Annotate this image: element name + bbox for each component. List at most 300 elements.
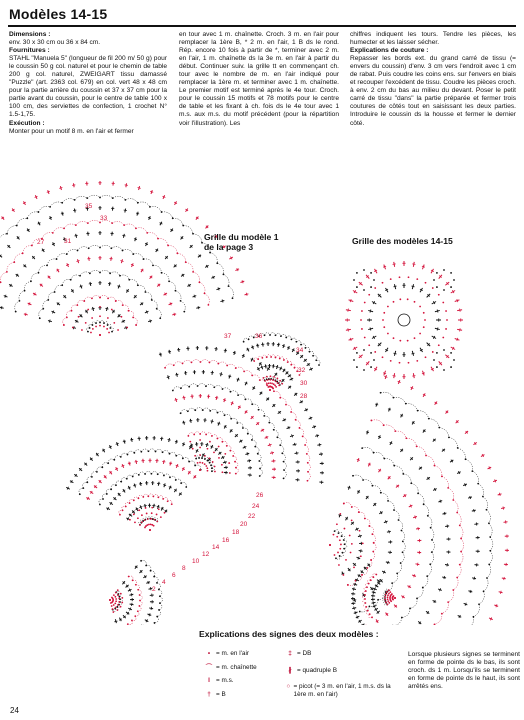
chain-arch	[159, 603, 162, 610]
stitch-crossbar	[415, 516, 416, 519]
legend-label: = m. en l'air	[216, 650, 250, 657]
chain-dot	[373, 279, 375, 281]
chain-dot	[141, 514, 143, 516]
chain-arch	[210, 409, 217, 412]
chain-dot	[425, 356, 427, 358]
chain-dot	[383, 312, 385, 314]
chain-arch	[176, 479, 181, 483]
chain-dot	[386, 604, 388, 606]
chain-dot	[81, 329, 83, 331]
chain-arch	[163, 450, 170, 453]
chain-arch	[457, 565, 461, 578]
stitch-crossbar	[470, 590, 471, 593]
chain-arch	[457, 513, 461, 526]
chain-arch	[47, 259, 56, 265]
chain-dot	[90, 332, 92, 334]
chain-arch	[116, 300, 123, 305]
chain-dot	[356, 272, 358, 274]
chain-dot	[206, 467, 208, 469]
stitch-crossbar	[152, 505, 155, 506]
stitch-crossbar	[131, 593, 132, 596]
chain-arch	[453, 577, 458, 590]
chain-dot	[385, 594, 387, 596]
chain-dot	[146, 513, 148, 515]
chain-dot	[113, 604, 115, 606]
chain-arch	[418, 411, 429, 419]
round-number: 2	[152, 586, 156, 593]
chain-arch	[176, 455, 183, 459]
chain-dot	[399, 340, 401, 342]
chain-arch	[423, 576, 428, 587]
chain-arch	[418, 493, 424, 504]
chain-dot	[151, 507, 153, 509]
chain-arch	[406, 438, 416, 446]
chain-arch	[100, 295, 108, 298]
chain-arch	[200, 432, 206, 435]
stitch-crossbar	[124, 210, 127, 211]
chain-arch	[141, 449, 148, 452]
chain-arch	[429, 419, 439, 428]
chain-arch	[206, 384, 214, 387]
chain-dot	[120, 606, 122, 608]
chain-dot	[126, 327, 128, 329]
chain-arch	[230, 391, 238, 395]
chain-arch	[230, 451, 234, 456]
chain-dot	[275, 386, 277, 388]
chain-arch	[212, 435, 217, 439]
stitch-crossbar	[144, 505, 147, 506]
legend-item	[283, 667, 401, 675]
stitch-crossbar	[224, 350, 227, 351]
chain-dot	[416, 278, 418, 280]
chain-arch	[259, 410, 265, 416]
stitch-crossbar	[1, 306, 2, 309]
chain-arch	[175, 291, 181, 301]
chain-arch	[181, 385, 189, 388]
chain-dot	[373, 542, 375, 544]
stitch-crossbar	[182, 422, 185, 423]
chain-dot	[120, 593, 122, 595]
slip-stitch-icon: ⌒	[205, 663, 213, 671]
round-number: 10	[192, 558, 200, 565]
stitch-crossbar	[384, 376, 387, 377]
chain-dot	[266, 376, 268, 378]
chain-arch	[183, 457, 189, 461]
text-column-2	[179, 31, 339, 128]
chain-dot	[212, 461, 214, 463]
chain-arch	[77, 300, 84, 305]
stitch-crossbar	[210, 421, 213, 422]
stitch-crossbar	[218, 287, 219, 290]
chain-arch	[373, 543, 376, 552]
chain-arch	[100, 270, 110, 273]
stitch-crossbar	[374, 605, 375, 608]
stitch-crossbar	[168, 439, 171, 440]
chain-arch	[76, 222, 88, 226]
chain-arch	[164, 474, 170, 477]
chain-arch	[280, 445, 284, 453]
chain-dot	[118, 601, 120, 603]
chain-arch	[78, 247, 89, 251]
chain-arch	[472, 471, 478, 483]
chain-dot	[146, 524, 148, 526]
text-column-1	[9, 31, 167, 136]
stitch-crossbar	[317, 434, 318, 437]
chain-arch	[214, 386, 222, 389]
stitch-crossbar	[370, 309, 371, 312]
stitch-crossbar	[135, 461, 138, 462]
chain-dot	[269, 379, 271, 381]
round-number: 34	[296, 347, 304, 354]
stitch-crossbar	[440, 500, 441, 503]
chain-dot	[99, 315, 101, 317]
chain-arch	[284, 470, 287, 478]
chain-arch	[134, 450, 141, 453]
stitch-crossbar	[247, 452, 248, 455]
chain-dot	[363, 349, 365, 351]
page-title: Modèles 14-15	[9, 6, 108, 22]
chain-arch	[157, 610, 160, 617]
chain-arch	[381, 392, 394, 397]
chain-arch	[165, 364, 174, 368]
chain-dot	[117, 594, 119, 596]
chain-dot	[339, 548, 341, 550]
chain-arch	[189, 384, 197, 387]
stitch-crossbar	[348, 309, 349, 312]
chain-dot	[408, 362, 410, 364]
chain-dot	[370, 559, 372, 561]
chain-dot	[112, 611, 114, 613]
chain-arch	[307, 454, 310, 463]
stitch-crossbar	[49, 319, 50, 322]
chain-dot	[269, 382, 271, 384]
chain-arch	[127, 451, 134, 454]
chain-dot	[111, 605, 113, 607]
round-number: 31	[64, 238, 72, 245]
stitch-crossbar	[272, 451, 273, 454]
chain-arch	[157, 309, 162, 319]
chain-dot	[350, 552, 352, 554]
chain-arch	[397, 563, 402, 573]
chain-arch	[203, 408, 210, 411]
chain-dot	[407, 340, 409, 342]
chain-arch	[133, 317, 137, 325]
chain-arch	[252, 440, 256, 447]
chain-arch	[487, 564, 491, 578]
chain-dot	[199, 439, 201, 441]
chain-arch	[489, 523, 492, 537]
chain-arch	[121, 453, 128, 457]
chain-arch	[110, 272, 120, 276]
grid1-title-line2: de la page 3	[204, 242, 254, 252]
stitch-crossbar	[76, 261, 79, 262]
stitch-crossbar	[194, 295, 195, 298]
chain-dot	[453, 279, 455, 281]
chain-dot	[364, 302, 366, 304]
stitch-crossbar	[393, 264, 396, 265]
chain-dot	[393, 595, 395, 597]
stitch-crossbar	[348, 487, 351, 488]
chain-dot	[263, 377, 265, 379]
chain-arch	[90, 270, 100, 273]
chain-dot	[228, 462, 230, 464]
pineapple-motif	[164, 360, 310, 482]
chain-arch	[89, 245, 100, 248]
stitch-crossbar	[277, 344, 280, 345]
chain-dot	[450, 366, 452, 368]
chain-dot	[202, 462, 204, 464]
stitch-crossbar	[80, 286, 83, 287]
chain-arch	[173, 387, 181, 391]
chain-arch	[17, 218, 28, 225]
chain-dot	[109, 599, 111, 601]
chain-dot	[359, 611, 361, 613]
round-number: 6	[172, 572, 176, 579]
chain-arch	[231, 418, 237, 423]
chain-arch	[274, 430, 278, 438]
chain-dot	[368, 294, 370, 296]
chain-arch	[308, 463, 311, 472]
chain-arch	[43, 300, 48, 309]
chain-dot	[117, 329, 119, 331]
chain-dot	[274, 384, 276, 386]
chain-dot	[336, 523, 338, 525]
legend-label: = m.s.	[216, 677, 234, 684]
chain-dot	[345, 559, 347, 561]
stitch-crossbar	[393, 286, 396, 287]
chain-arch	[430, 552, 433, 564]
stitch-crossbar	[260, 367, 263, 368]
chain-arch	[157, 583, 161, 590]
pineapple-motif	[334, 392, 493, 625]
stitch-crossbar	[198, 306, 199, 309]
chain-dot	[113, 322, 115, 324]
chain-arch	[195, 408, 202, 411]
chain-arch	[365, 519, 370, 526]
chain-arch	[483, 497, 488, 510]
stitch-crossbar	[217, 423, 220, 424]
round-number: 20	[240, 521, 248, 528]
chain-dot	[374, 351, 376, 353]
chain-arch	[411, 483, 418, 493]
chain-arch	[362, 447, 373, 452]
chain-arch	[238, 395, 245, 400]
stitch-crossbar	[233, 352, 236, 353]
chain-dot	[450, 272, 452, 274]
chain-dot	[214, 466, 216, 468]
stitch-crossbar	[242, 280, 243, 283]
chain-arch	[359, 512, 365, 518]
stitch-crossbar	[25, 313, 26, 316]
chain-arch	[307, 472, 310, 481]
chain-dot	[197, 462, 199, 464]
stitch-crossbar	[72, 185, 75, 186]
chain-arch	[87, 195, 100, 198]
stitch-crossbar	[294, 443, 295, 446]
stitch-crossbar	[215, 397, 218, 398]
stitch-crossbar	[393, 353, 396, 354]
chain-dot	[432, 287, 434, 289]
chain-arch	[136, 585, 140, 590]
stitch-crossbar	[174, 399, 177, 400]
chain-dot	[279, 380, 281, 382]
chain-dot	[299, 374, 301, 376]
chain-arch	[55, 285, 63, 292]
chain-dot	[218, 446, 220, 448]
chain-dot	[364, 337, 366, 339]
chain-arch	[24, 281, 31, 290]
chain-arch	[248, 434, 253, 440]
chain-dot	[207, 470, 209, 472]
chain-dot	[271, 383, 273, 385]
chain-arch	[111, 247, 122, 251]
chain-dot	[137, 517, 139, 519]
stitch-crossbar	[447, 525, 448, 528]
chain-arch	[244, 338, 249, 342]
legend-col-1	[202, 650, 257, 698]
legend-item	[283, 650, 401, 658]
chain-arch	[114, 456, 120, 460]
stitch-crossbar	[59, 188, 62, 189]
chain-dot	[199, 447, 201, 449]
chain-arch	[199, 282, 205, 293]
stitch-crossbar	[150, 319, 151, 322]
chain-dot	[360, 319, 362, 321]
chain-arch	[31, 273, 39, 282]
chain-dot	[156, 520, 158, 522]
chain-dot	[277, 382, 279, 384]
stitch-crossbar	[228, 376, 231, 377]
chain-arch	[286, 405, 291, 412]
chain-arch	[269, 423, 274, 430]
stitch-crossbar	[114, 621, 117, 622]
pineapple-motif	[79, 449, 202, 526]
stitch-crossbar	[375, 404, 378, 405]
chain-dot	[121, 316, 123, 318]
chain-dot	[383, 326, 385, 328]
chain-dot	[351, 519, 353, 521]
chain-arch	[371, 420, 383, 425]
chain-dot	[388, 589, 390, 591]
chain-arch	[168, 245, 177, 253]
chain-arch	[193, 272, 199, 282]
chain-dot	[453, 359, 455, 361]
chain-arch	[406, 404, 418, 411]
chain-arch	[153, 265, 162, 272]
stitch-crossbar	[190, 445, 193, 446]
stitch-crossbar	[123, 441, 126, 442]
chain-dot	[343, 503, 345, 505]
chain-dot	[117, 604, 119, 606]
chain-dot	[204, 455, 206, 457]
stitch-crossbar	[117, 286, 120, 287]
chain-arch	[183, 360, 192, 363]
stitch-crossbar	[437, 327, 438, 330]
chain-arch	[38, 265, 47, 272]
chain-arch	[222, 388, 230, 392]
stitch-crossbar	[474, 577, 475, 580]
chain-dot	[363, 369, 365, 371]
legend-label: = DB	[297, 650, 312, 657]
chain-dot	[370, 352, 372, 354]
chain-dot	[432, 351, 434, 353]
round-number: 16	[222, 537, 230, 544]
chain-arch	[92, 295, 100, 298]
chain-dot	[99, 306, 101, 308]
chain-arch	[426, 456, 434, 466]
stitch-crossbar	[251, 347, 254, 348]
chain-arch	[344, 503, 352, 507]
round-number: 27	[37, 239, 45, 246]
chain-arch	[392, 573, 397, 583]
chain-arch	[27, 212, 38, 218]
chain-dot	[370, 366, 372, 368]
chain-dot	[370, 286, 372, 288]
chain-arch	[63, 317, 67, 325]
chain-dot	[135, 324, 137, 326]
chain-arch	[236, 468, 239, 474]
chain-dot	[63, 324, 65, 326]
chain-arch	[139, 472, 145, 475]
chain-arch	[209, 360, 218, 363]
chain-arch	[138, 202, 150, 207]
chain-arch	[186, 262, 193, 272]
chain-arch	[0, 272, 6, 282]
chain-dot	[232, 297, 234, 299]
chain-dot	[391, 593, 393, 595]
chain-arch	[460, 525, 463, 538]
chain-dot	[267, 379, 269, 381]
chain-arch	[381, 493, 388, 501]
chain-arch	[260, 469, 263, 476]
chain-dot	[268, 382, 270, 384]
chain-arch	[198, 384, 206, 387]
chain-arch	[100, 245, 111, 248]
chain-arch	[449, 437, 458, 448]
stitch-crossbar	[47, 191, 50, 192]
chain-arch	[158, 239, 168, 246]
chain-arch	[125, 199, 137, 203]
stitch-crossbar	[151, 607, 152, 610]
chain-dot	[134, 521, 136, 523]
stitch-crossbar	[437, 309, 438, 312]
sewing-text: Repasser les bords ext. du grand carré de tissu (= envers du coussin) d'env. 3 cm vers l'endroit avec 1 cm de rabat. Puis coudre les coins ens. sur l'envers en biais et recouper l'excédent de tissu. Coudre les pièces croch. à env. 2 cm du bas au milieu du devant. Poser le petit carré de tissu "dans" la partie préparée et fermer trois coutures de côtés tout en saisissant les deux parties. Introduire le coussin ds la housse et fermer le dernier côté.	[350, 55, 516, 127]
chain-dot	[384, 599, 386, 601]
stitch-crossbar	[348, 328, 349, 331]
stitch-crossbar	[460, 328, 461, 331]
chain-dot	[387, 594, 389, 596]
chain-arch	[124, 224, 136, 228]
chain-dot	[272, 388, 274, 390]
chain-dot	[114, 596, 116, 598]
chain-dot	[360, 555, 362, 557]
stitch-crossbar	[292, 434, 293, 437]
chain-dot	[337, 552, 339, 554]
chain-dot	[351, 543, 353, 545]
chain-dot	[419, 333, 421, 335]
stitch-crossbar	[128, 463, 131, 464]
stitch-crossbar	[385, 520, 386, 523]
stitch-crossbar	[383, 373, 386, 374]
chain-arch	[170, 476, 176, 480]
chain-dot	[114, 602, 116, 604]
title-rule	[8, 25, 516, 27]
stitch-crossbar	[412, 264, 415, 265]
chain-arch	[154, 577, 158, 583]
chain-dot	[199, 469, 201, 471]
chain-arch	[108, 459, 114, 463]
chain-dot	[445, 310, 447, 312]
